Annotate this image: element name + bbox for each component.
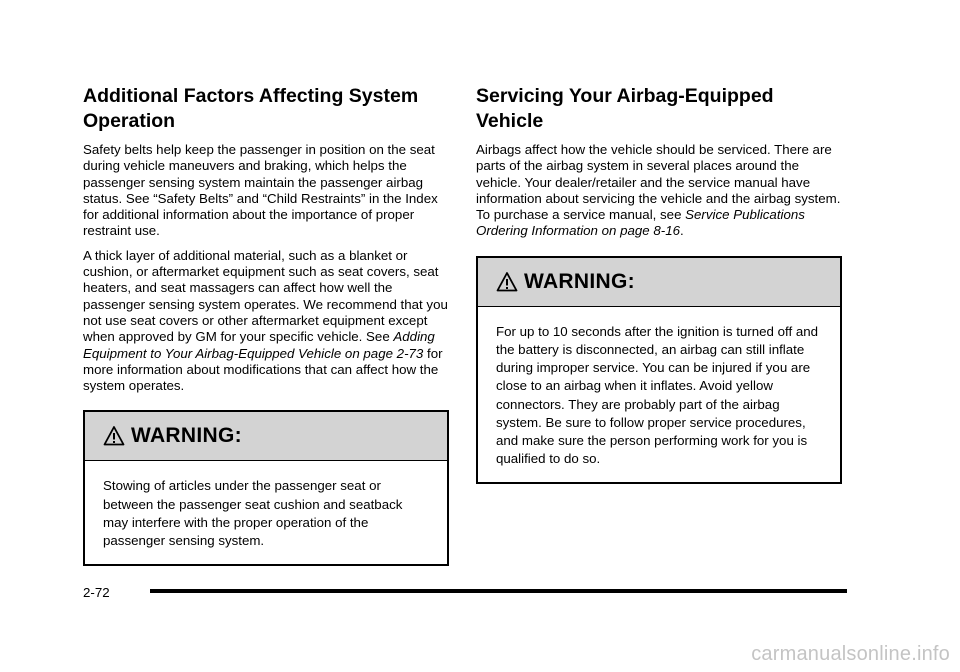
warning-header xyxy=(85,412,447,461)
left-column xyxy=(83,84,449,566)
warning-text: For up to 10 seconds after the ignition is turned off and the battery is disconnected, an airbag can still inflate during improper service. You can be injured if you are close to an airbag when it inflates. Avoid yellow connectors. They are probably part of the airbag system. Be sure to follow proper service procedures, and make sure the person performing work for you is qualified to do so. xyxy=(496,323,819,467)
warning-body xyxy=(85,461,447,564)
warning-triangle-icon xyxy=(496,271,518,293)
warning-body xyxy=(478,307,840,483)
cross-reference: Service Publications Ordering Information on page 8-16 xyxy=(476,207,805,239)
paragraph: A thick layer of additional material, such as a blanket or cushion, or aftermarket equipment such as seat covers, seat heaters, and seat massagers can affect how well the passenger sensing system operates. We recommend that you not use seat covers or other aftermarket equipment except when approved by GM for your specific vehicle. See Adding Equipment to Your Airbag-Equipped Vehicle on page 2-73 for more information about modifications that can affect how the system operates. xyxy=(83,247,448,394)
paragraph: Safety belts help keep the passenger in position on the seat during vehicle maneuvers and braking, which helps the passenger sensing system maintain the passenger airbag status. See “Safety Belts” and “Child Restraints” in the Index for additional information about the importance of proper restraint use. xyxy=(83,142,438,239)
paragraph: Airbags affect how the vehicle should be serviced. There are parts of the airbag system in several places around the vehicle. Your dealer/retailer and the service manual have information about servicing the vehicle and the airbag system. To purchase a service manual, see Service Publications Ordering Information on page 8-16. xyxy=(476,142,841,239)
warning-triangle-icon xyxy=(103,425,125,447)
page-number: 2-72 xyxy=(83,585,110,600)
section-heading: Servicing Your Airbag-Equipped Vehicle xyxy=(476,85,774,132)
warning-title: WARNING: xyxy=(131,424,242,448)
watermark: carmanualsonline.info xyxy=(751,643,950,665)
cross-reference: Adding Equipment to Your Airbag-Equipped Vehicle on page 2-73 xyxy=(83,329,435,361)
warning-header xyxy=(478,258,840,307)
warning-box xyxy=(83,410,449,566)
right-column xyxy=(476,84,842,484)
warning-text: Stowing of articles under the passenger seat or between the passenger seat cushion and seatback may interfere with the proper operation of the passenger sensing system. xyxy=(103,478,403,549)
warning-box xyxy=(476,256,842,485)
section-heading: Additional Factors Affecting System Operation xyxy=(83,85,419,132)
warning-title: WARNING: xyxy=(524,269,635,293)
footer-rule xyxy=(150,589,847,593)
